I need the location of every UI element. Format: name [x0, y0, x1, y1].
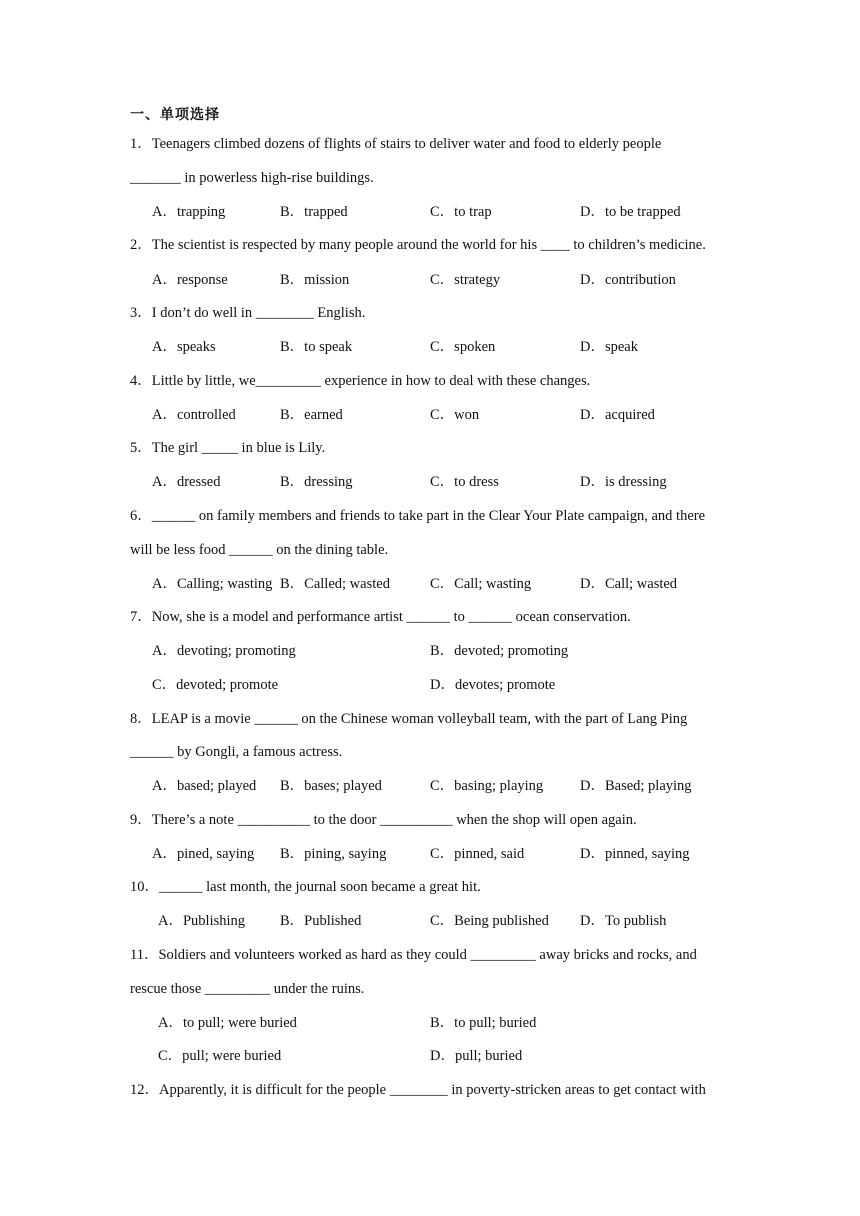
question-2-option-a: A．response [152, 272, 228, 288]
question-3-option-a: A．speaks [152, 339, 216, 355]
question-7-option-d: D．devotes; promote [430, 677, 556, 693]
question-11-option-a: A．to pull; were buried [158, 1015, 297, 1031]
question-12-text-line-1: 12．Apparently, it is difficult for the people ________ in poverty-stricken areas to get contact with [130, 1082, 706, 1098]
question-6-text-line-1: 6．______ on family members and friends to take part in the Clear Your Plate campaign, and there [130, 508, 706, 524]
question-4-option-c: C．won [430, 407, 480, 423]
section-title: 一、单项选择 [130, 107, 220, 123]
question-2-option-b: B．mission [280, 272, 350, 288]
question-7-text-line-1: 7．Now, she is a model and performance artist ______ to ______ ocean conservation. [130, 609, 631, 625]
question-7-option-a: A．devoting; promoting [152, 643, 296, 659]
question-4-option-a: A．controlled [152, 407, 236, 423]
question-4-option-d: D．acquired [580, 407, 655, 423]
question-8-option-a: A．based; played [152, 778, 257, 794]
question-6-option-a: A．Calling; wasting [152, 576, 273, 592]
question-3-option-c: C．spoken [430, 339, 496, 355]
question-6-option-c: C．Call; wasting [430, 576, 532, 592]
question-11-option-d: D．pull; buried [430, 1048, 523, 1064]
question-6-option-b: B．Called; wasted [280, 576, 390, 592]
question-11-option-c: C．pull; were buried [158, 1048, 282, 1064]
question-8-option-b: B．bases; played [280, 778, 382, 794]
question-10-option-c: C．Being published [430, 913, 549, 929]
question-1-option-a: A．trapping [152, 204, 226, 220]
question-8-option-d: D．Based; playing [580, 778, 692, 794]
question-8-text-line-1: 8．LEAP is a movie ______ on the Chinese woman volleyball team, with the part of Lang Ping [130, 711, 688, 727]
question-5-option-b: B．dressing [280, 474, 353, 490]
question-6-text-line-2: will be less food ______ on the dining table. [130, 542, 389, 558]
question-9-option-a: A．pined, saying [152, 846, 255, 862]
question-6-option-d: D．Call; wasted [580, 576, 678, 592]
question-10-option-d: D．To publish [580, 913, 667, 929]
question-9-option-c: C．pinned, said [430, 846, 525, 862]
question-1-option-d: D．to be trapped [580, 204, 681, 220]
question-8-text-line-2: ______ by Gongli, a famous actress. [130, 744, 343, 760]
question-5-option-c: C．to dress [430, 474, 499, 490]
question-5-option-a: A．dressed [152, 474, 221, 490]
question-7-option-c: C．devoted; promote [152, 677, 279, 693]
question-9-option-b: B．pining, saying [280, 846, 387, 862]
question-1-text-line-1: 1．Teenagers climbed dozens of flights of stairs to deliver water and food to elderly people [130, 136, 662, 152]
question-5-text-line-1: 5．The girl _____ in blue is Lily. [130, 440, 326, 456]
question-7-option-b: B．devoted; promoting [430, 643, 569, 659]
question-10-option-a: A．Publishing [158, 913, 246, 929]
question-9-option-d: D．pinned, saying [580, 846, 690, 862]
question-1-option-c: C．to trap [430, 204, 492, 220]
question-11-option-b: B．to pull; buried [430, 1015, 537, 1031]
question-2-text-line-1: 2．The scientist is respected by many people around the world for his ____ to children’s medicine. [130, 237, 706, 253]
question-2-option-d: D．contribution [580, 272, 676, 288]
question-3-text-line-1: 3．I don’t do well in ________ English. [130, 305, 366, 321]
question-10-option-b: B．Published [280, 913, 362, 929]
question-1-option-b: B．trapped [280, 204, 348, 220]
question-3-option-d: D．speak [580, 339, 638, 355]
question-1-text-line-2: _______ in powerless high-rise buildings. [130, 170, 374, 186]
question-2-option-c: C．strategy [430, 272, 501, 288]
question-4-option-b: B．earned [280, 407, 343, 423]
question-8-option-c: C．basing; playing [430, 778, 544, 794]
question-4-text-line-1: 4．Little by little, we_________ experience in how to deal with these changes. [130, 373, 591, 389]
question-11-text-line-1: 11．Soldiers and volunteers worked as hard as they could _________ away bricks and rocks, and [130, 947, 697, 963]
question-10-text-line-1: 10．______ last month, the journal soon became a great hit. [130, 879, 481, 895]
question-11-text-line-2: rescue those _________ under the ruins. [130, 981, 365, 997]
question-3-option-b: B．to speak [280, 339, 353, 355]
question-5-option-d: D．is dressing [580, 474, 667, 490]
question-9-text-line-1: 9．There’s a note __________ to the door __________ when the shop will open again. [130, 812, 637, 828]
